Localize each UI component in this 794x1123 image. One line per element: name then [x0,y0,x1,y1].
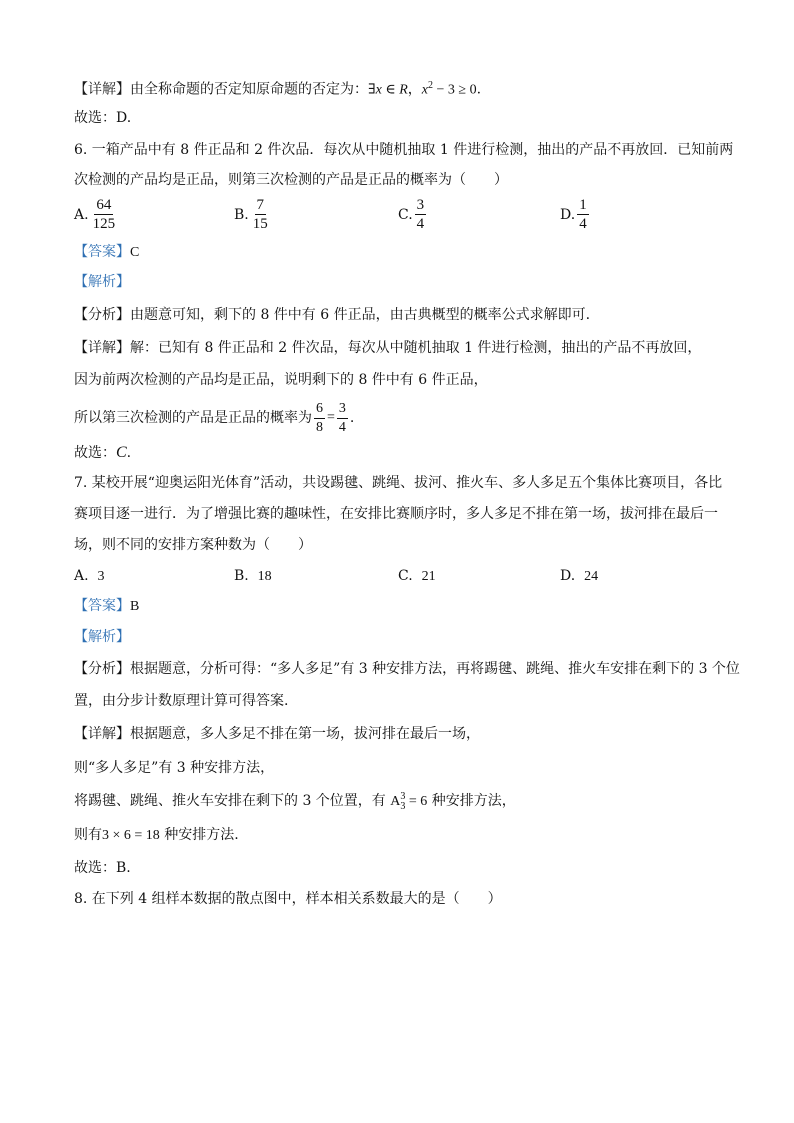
period: . [476,81,482,98]
option-label: A. [74,206,89,223]
q7-fenxi-text1: 根据题意，分析可得：“多人多足”有 3 种安排方法，再将踢毽、跳绳、推火车安排在剩下的 3 个位 [130,661,740,677]
q7-detail-line4 [74,825,239,846]
q7-fenxi-line2: 置，由分步计数原理计算可得答案. [74,693,289,709]
option-value: 21 [421,569,436,584]
q7-detail-text1: 根据题意，多人多足不排在第一场，拔河排在最后一场， [130,726,480,742]
arrangement-symbol [390,790,428,812]
q8-stem: 8. 在下列 4 组样本数据的散点图中，样本相关系数最大的是（ ） [74,891,502,907]
q6-analysis-tag: 【解析】 [74,274,130,290]
option-fraction [577,196,589,233]
var-x: x [375,82,382,98]
fraction-numerator: 1 [579,197,587,213]
detail-tag: 【详解】 [74,726,130,742]
option-label: A. [74,568,89,584]
q6-fenxi-text: 由题意可知，剩下的 8 件中有 6 件正品，由古典概型的概率公式求解即可. [130,307,591,323]
choice-var: C [116,444,127,461]
fenxi-tag: 【分析】 [74,661,130,677]
option-label: D. [560,568,576,584]
fraction-denominator: 125 [92,216,116,232]
q7-detail-line3 [74,791,516,812]
answer-tag: 【答案】 [74,244,130,260]
fraction-numerator: 7 [256,197,264,213]
fraction-denominator: 15 [252,216,268,232]
q6-choice-line [74,443,131,463]
option-value: 18 [257,569,272,584]
fraction-numerator: 64 [96,197,112,213]
period: . [349,410,355,426]
q7-stem-line3: 场，则不同的安排方案种数为（ ） [74,537,312,553]
fraction-denominator: 4 [579,216,587,232]
choice-prefix: 故选： [74,445,116,461]
set-r: R [399,82,408,98]
product-expression: 3 × 6 = 18 [102,828,160,843]
fraction-numerator: 6 [314,400,325,419]
detail-tag: 【详解】 [74,81,130,98]
comma: ， [407,81,422,98]
option-value: 24 [584,569,599,584]
var-x2: x [421,82,428,98]
q6-detail-text1: 解：已知有 8 件正品和 2 件次品，每次从中随机抽取 1 件进行检测，抽出的产品不再放回， [130,340,702,356]
option-label: C. [398,206,413,223]
q7-answer-line [74,596,139,617]
q7-fenxi-line1 [74,659,740,679]
q5-detail-text: 由全称命题的否定知原命题的否定为： [130,81,368,98]
fraction-numerator: 3 [416,197,425,213]
q6-stem-line2: 次检测的产品均是正品，则第三次检测的产品是正品的概率为（ ） [74,172,508,188]
q6-answer: C [130,245,140,260]
q7-detail-text4-end: 种安排方法. [159,827,239,843]
q6-fenxi-line [74,305,590,325]
q7-detail-line1 [74,724,480,744]
arrangement-letter: A [390,794,401,809]
option-label: D. [560,206,576,223]
arrangement-sub: 3 [400,800,406,812]
inequality-rest: − 3 ≥ 0 [432,82,477,98]
q7-option-a [74,566,104,587]
fraction-denominator: 4 [416,216,425,232]
q5-detail-line [74,76,481,101]
fraction-six-eighths [314,400,325,437]
equals-sign: = [327,410,335,425]
q7-detail-text3-end: 种安排方法， [427,793,516,809]
q6-detail-line2: 因为前两次检测的产品均是正品，说明剩下的 8 件中有 6 件正品， [74,372,488,388]
q7-stem-line2: 赛项目逐一进行．为了增强比赛的趣味性，在安排比赛顺序时，多人多足不排在第一场，拔河排在最后一 [74,506,718,522]
q7-choice: 故选：B. [74,860,131,876]
q6-option-a [74,196,119,233]
q7-option-c [398,566,436,587]
option-value: 3 [97,569,105,584]
exponent: 2 [427,80,433,91]
q6-option-b [234,196,272,233]
exists-symbol: ∃ [368,82,376,98]
arrangement-sup: 3 [400,790,406,802]
q6-detail-line1 [74,338,701,358]
answer-tag: 【答案】 [74,598,130,614]
fraction-three-quarters [337,400,348,437]
q7-detail-text4-pre: 则有 [74,827,102,843]
arrangement-value: = 6 [405,794,428,809]
q6-detail-line3 [74,398,354,438]
option-label: B. [234,206,249,223]
option-label: B. [234,568,249,584]
q7-detail-text3: 将踢毽、跳绳、推火车安排在剩下的 3 个位置，有 [74,793,391,809]
q7-detail-line2: 则“多人多足”有 3 种安排方法， [74,760,275,776]
option-fraction [415,196,427,233]
option-fraction [251,196,270,233]
option-label: C. [398,568,413,584]
option-fraction [91,196,118,233]
q7-answer: B [130,599,140,614]
period: . [126,445,132,461]
q6-answer-line [74,242,139,263]
fraction-numerator: 3 [337,400,348,419]
detail-tag: 【详解】 [74,340,130,356]
q7-option-d [560,566,598,587]
q7-stem-line1: 7. 某校开展“迎奥运阳光体育”活动，共设踢毽、跳绳、拔河、推火车、多人多足五个集体比赛项目，各比 [74,475,723,491]
q6-detail-text3: 所以第三次检测的产品是正品的概率为 [74,410,312,426]
q6-option-c [398,196,428,233]
q7-analysis-tag: 【解析】 [74,629,130,645]
q6-stem-line1: 6. 一箱产品中有 8 件正品和 2 件次品．每次从中随机抽取 1 件进行检测，抽出的产品不再放回．已知前两 [74,142,734,158]
fraction-denominator: 8 [316,419,323,435]
fenxi-tag: 【分析】 [74,307,130,323]
in-symbol: ∈ [381,82,400,98]
q5-choice: 故选：D. [74,110,132,126]
q7-option-b [234,566,272,587]
q6-option-d [560,196,591,233]
fraction-denominator: 4 [338,419,346,435]
